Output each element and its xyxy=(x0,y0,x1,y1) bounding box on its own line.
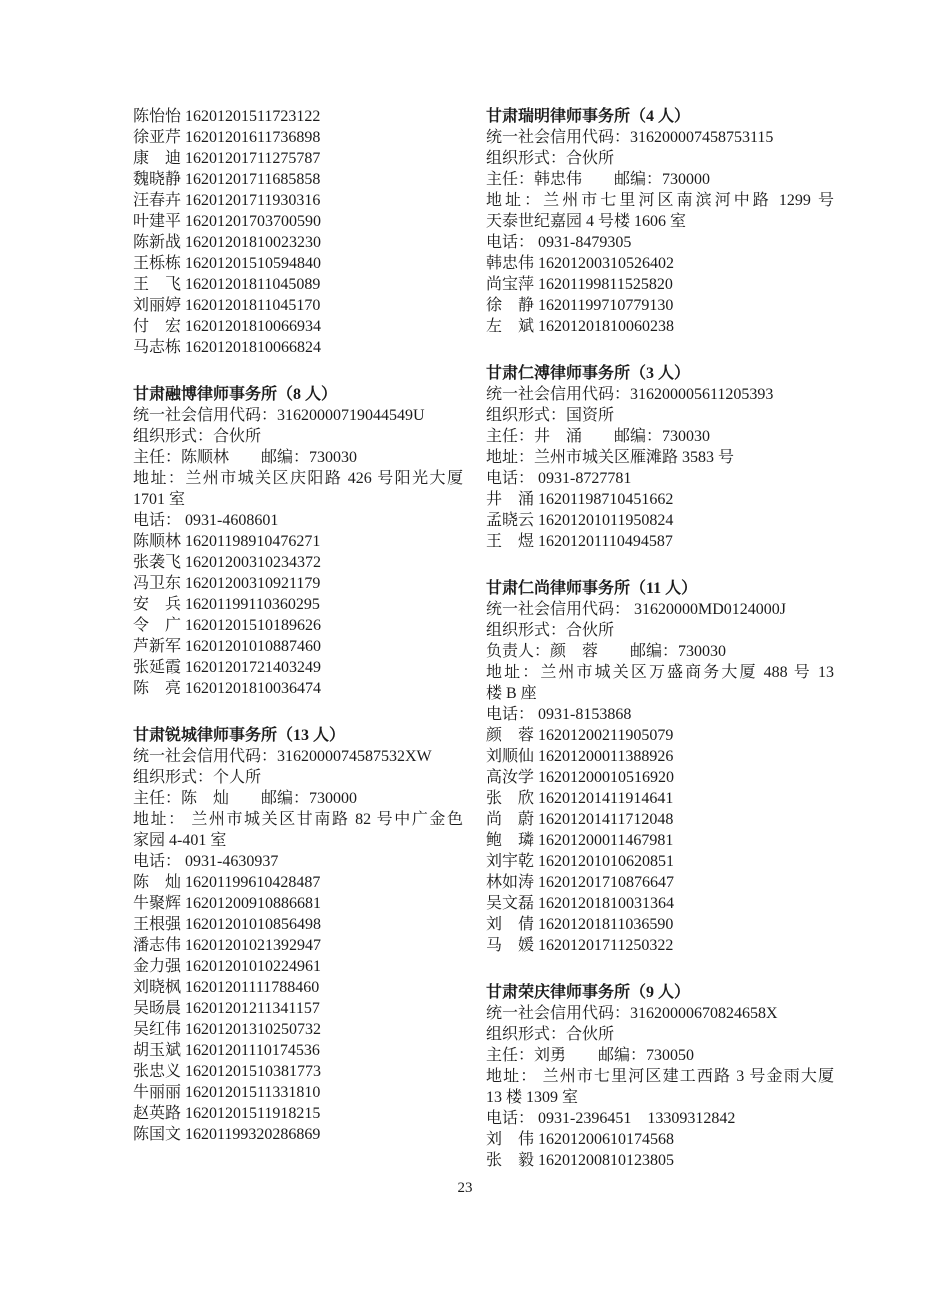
lawyer-row xyxy=(133,678,463,699)
lawyer-row xyxy=(133,211,463,232)
lawyer-row xyxy=(133,573,463,594)
firm-info-line: 主任：井 涌 邮编：730030 xyxy=(486,428,711,445)
lawyer-license-number: 16201201010620851 xyxy=(538,853,675,870)
lawyer-name: 孟晓云 xyxy=(486,512,535,529)
lawyer-license-number: 16201201110494587 xyxy=(538,533,673,550)
lawyer-row xyxy=(486,274,834,295)
lawyer-name: 颜 蓉 xyxy=(486,727,535,744)
lawyer-row xyxy=(486,809,834,830)
lawyer-row xyxy=(133,169,463,190)
lawyer-license-number: 16201199110360295 xyxy=(185,596,320,613)
lawyer-row xyxy=(133,935,463,956)
lawyer-name: 张延霞 xyxy=(133,659,182,676)
firm-info-line: 电话： 0931-4608601 xyxy=(133,512,279,529)
firm-info-line: 13 楼 1309 室 xyxy=(486,1089,579,1106)
lawyer-row xyxy=(133,552,463,573)
lawyer-row xyxy=(133,531,463,552)
firm-info-line: 地址： 兰州市七里河区建工西路 3 号金雨大厦 xyxy=(486,1068,834,1085)
firm-info-line: 统一社会信用代码：31620000670824658X xyxy=(486,1005,778,1022)
firm-info-line: 主任：陈 灿 邮编：730000 xyxy=(133,790,358,807)
lawyer-license-number: 16201201810036474 xyxy=(185,680,322,697)
lawyer-license-number: 16201201721403249 xyxy=(185,659,322,676)
lawyer-name: 刘宇乾 xyxy=(486,853,535,870)
firm-info-line: 天泰世纪嘉园 4 号楼 1606 室 xyxy=(486,213,687,230)
lawyer-row xyxy=(133,190,463,211)
lawyer-row xyxy=(133,998,463,1019)
firm-info-line: 地址：兰州市七里河区南滨河中路 1299 号 xyxy=(486,192,834,209)
lawyer-row xyxy=(486,914,834,935)
lawyer-license-number: 16201200010516920 xyxy=(538,769,675,786)
lawyer-name: 刘 伟 xyxy=(486,1131,535,1148)
firm-info-line: 组织形式：国资所 xyxy=(486,407,615,424)
page-number: 23 xyxy=(457,1180,473,1196)
firm-info-line: 组织形式：合伙所 xyxy=(486,1026,615,1043)
lawyer-row xyxy=(133,977,463,998)
lawyer-license-number: 16201201703700590 xyxy=(185,213,322,230)
lawyer-row xyxy=(486,295,834,316)
lawyer-row xyxy=(486,893,834,914)
lawyer-license-number: 16201201811045170 xyxy=(185,297,321,314)
lawyer-license-number: 16201201711685858 xyxy=(185,171,321,188)
lawyer-name: 康 迪 xyxy=(133,150,182,167)
lawyer-name: 陈怡怡 xyxy=(133,108,182,125)
lawyer-name: 徐亚芹 xyxy=(133,129,182,146)
lawyer-license-number: 16201201511331810 xyxy=(185,1084,321,1101)
lawyer-license-number: 16201201011950824 xyxy=(538,512,674,529)
lawyer-license-number: 16201200310234372 xyxy=(185,554,322,571)
firm-info-line: 统一社会信用代码：31620000719044549U xyxy=(133,407,425,424)
lawyer-name: 王根强 xyxy=(133,916,182,933)
firm-info-line: 地址： 兰州市城关区甘南路 82 号中广金色 xyxy=(133,811,463,828)
lawyer-row xyxy=(486,851,834,872)
lawyer-name: 左 斌 xyxy=(486,318,535,335)
lawyer-license-number: 16201199610428487 xyxy=(185,874,321,891)
lawyer-row xyxy=(133,232,463,253)
firm-info-line: 统一社会信用代码： 31620000MD0124000J xyxy=(486,601,787,618)
firm-section xyxy=(133,384,463,699)
lawyer-name: 陈 亮 xyxy=(133,680,182,697)
lawyer-name: 安 兵 xyxy=(133,596,182,613)
lawyer-name: 王 飞 xyxy=(133,276,182,293)
firm-section xyxy=(133,725,463,1145)
lawyer-row xyxy=(486,1129,834,1150)
right-column xyxy=(486,106,834,1171)
lawyer-name: 徐 静 xyxy=(486,297,535,314)
firm-title: 甘肃仁尚律师事务所（11 人） xyxy=(486,580,698,597)
lawyer-row xyxy=(486,531,834,552)
firm-info-line: 组织形式：合伙所 xyxy=(133,428,262,445)
lawyer-name: 马 媛 xyxy=(486,937,535,954)
lawyer-name: 林如涛 xyxy=(486,874,535,891)
lawyer-license-number: 16201199710779130 xyxy=(538,297,674,314)
firm-info-line: 地址：兰州市城关区雁滩路 3583 号 xyxy=(486,449,735,466)
firm-info-line: 组织形式：个人所 xyxy=(133,769,262,786)
lawyer-license-number: 16201198910476271 xyxy=(185,533,321,550)
lawyer-row xyxy=(133,1061,463,1082)
firm-info-line: 主任：陈顺林 邮编：730030 xyxy=(133,449,358,466)
lawyer-row xyxy=(486,767,834,788)
lawyer-row xyxy=(486,872,834,893)
firm-section xyxy=(486,982,834,1171)
lawyer-row xyxy=(133,253,463,274)
firm-title: 甘肃融博律师事务所（8 人） xyxy=(133,386,338,403)
firm-title: 甘肃瑞明律师事务所（4 人） xyxy=(486,108,691,125)
lawyer-name: 潘志伟 xyxy=(133,937,182,954)
firm-section xyxy=(486,363,834,552)
lawyer-row xyxy=(486,725,834,746)
lawyer-name: 尚宝萍 xyxy=(486,276,535,293)
lawyer-row xyxy=(133,316,463,337)
firm-info-line: 电话： 0931-8727781 xyxy=(486,470,632,487)
lawyer-name: 汪春卉 xyxy=(133,192,182,209)
firm-info-line: 电话： 0931-8153868 xyxy=(486,706,632,723)
lawyer-name: 吴旸晨 xyxy=(133,1000,182,1017)
lawyer-row xyxy=(133,615,463,636)
lawyer-name: 叶建平 xyxy=(133,213,182,230)
lawyer-license-number: 16201201111788460 xyxy=(185,979,320,996)
lawyer-row xyxy=(486,489,834,510)
lawyer-row xyxy=(133,148,463,169)
firm-title: 甘肃仁溥律师事务所（3 人） xyxy=(486,365,691,382)
lawyer-row xyxy=(486,253,834,274)
lawyer-name: 张忠义 xyxy=(133,1063,182,1080)
firm-title: 甘肃锐城律师事务所（13 人） xyxy=(133,727,346,744)
lawyer-name: 韩忠伟 xyxy=(486,255,535,272)
lawyer-license-number: 16201201310250732 xyxy=(185,1021,322,1038)
lawyer-name: 赵英路 xyxy=(133,1105,182,1122)
lawyer-license-number: 16201200011388926 xyxy=(538,748,674,765)
lawyer-license-number: 16201200011467981 xyxy=(538,832,674,849)
lawyer-row xyxy=(133,893,463,914)
lawyer-license-number: 16201200610174568 xyxy=(538,1131,675,1148)
lawyer-row xyxy=(133,1103,463,1124)
lawyer-license-number: 16201201611736898 xyxy=(185,129,321,146)
lawyer-row xyxy=(486,316,834,337)
lawyer-license-number: 16201201810060238 xyxy=(538,318,675,335)
lawyer-row xyxy=(486,1150,834,1171)
lawyer-license-number: 16201201511918215 xyxy=(185,1105,321,1122)
lawyer-name: 牛聚辉 xyxy=(133,895,182,912)
lawyer-row xyxy=(486,746,834,767)
lawyer-license-number: 16201200211905079 xyxy=(538,727,674,744)
lawyer-license-number: 16201201411712048 xyxy=(538,811,674,828)
lawyer-license-number: 16201201510189626 xyxy=(185,617,322,634)
lawyer-license-number: 16201201211341157 xyxy=(185,1000,320,1017)
lawyer-name: 张 毅 xyxy=(486,1152,535,1169)
lawyer-name: 尚 蔚 xyxy=(486,811,535,828)
lawyer-license-number: 16201200310526402 xyxy=(538,255,675,272)
lawyer-license-number: 16201201411914641 xyxy=(538,790,674,807)
lawyer-name: 牛丽丽 xyxy=(133,1084,182,1101)
firm-title: 甘肃荣庆律师事务所（9 人） xyxy=(486,984,691,1001)
lawyer-row xyxy=(133,106,463,127)
lawyer-name: 陈国文 xyxy=(133,1126,182,1143)
lawyer-license-number: 16201198710451662 xyxy=(538,491,674,508)
lawyer-license-number: 16201201510381773 xyxy=(185,1063,322,1080)
lawyer-license-number: 16201201810066824 xyxy=(185,339,322,356)
lawyer-name: 令 广 xyxy=(133,617,182,634)
lawyer-name: 张 欣 xyxy=(486,790,535,807)
lawyer-name: 刘 倩 xyxy=(486,916,535,933)
lawyer-row xyxy=(133,956,463,977)
lawyer-row xyxy=(133,657,463,678)
firm-info-line: 主任：韩忠伟 邮编：730000 xyxy=(486,171,711,188)
firm-info-line: 家园 4-401 室 xyxy=(133,832,227,849)
lawyer-name: 冯卫东 xyxy=(133,575,182,592)
lawyer-name: 金力强 xyxy=(133,958,182,975)
lawyer-row xyxy=(133,127,463,148)
lawyer-name: 王栎栋 xyxy=(133,255,182,272)
lawyer-license-number: 16201201810066934 xyxy=(185,318,322,335)
lawyer-license-number: 16201201711930316 xyxy=(185,192,321,209)
firm-info-line: 主任：刘勇 邮编：730050 xyxy=(486,1047,695,1064)
lawyer-row xyxy=(486,510,834,531)
left-column xyxy=(133,106,463,1145)
lawyer-license-number: 16201201511723122 xyxy=(185,108,321,125)
firm-info-line: 电话： 0931-2396451 13309312842 xyxy=(486,1110,736,1127)
lawyer-license-number: 16201201811045089 xyxy=(185,276,321,293)
firm-info-line: 负责人：颜 蓉 邮编：730030 xyxy=(486,643,727,660)
lawyer-row xyxy=(133,295,463,316)
lawyer-license-number: 16201201010224961 xyxy=(185,958,322,975)
lawyer-row xyxy=(133,274,463,295)
lawyer-license-number: 16201201711250322 xyxy=(538,937,674,954)
lawyer-row xyxy=(486,935,834,956)
lawyer-name: 王 煜 xyxy=(486,533,535,550)
lawyer-row xyxy=(133,914,463,935)
firm-info-line: 组织形式：合伙所 xyxy=(486,622,615,639)
lawyer-license-number: 16201201010887460 xyxy=(185,638,322,655)
lawyer-name: 付 宏 xyxy=(133,318,182,335)
lawyer-name: 鲍 璘 xyxy=(486,832,535,849)
lawyer-license-number: 16201199320286869 xyxy=(185,1126,321,1143)
firm-info-line: 统一社会信用代码：316200007458753115 xyxy=(486,129,774,146)
lawyer-name: 刘晓枫 xyxy=(133,979,182,996)
lawyer-row xyxy=(133,594,463,615)
firm-info-line: 电话： 0931-4630937 xyxy=(133,853,279,870)
lawyer-name: 魏晓静 xyxy=(133,171,182,188)
lawyer-row xyxy=(486,788,834,809)
lawyer-row xyxy=(486,830,834,851)
lawyer-license-number: 16201201510594840 xyxy=(185,255,322,272)
lawyer-license-number: 16201201021392947 xyxy=(185,937,322,954)
lawyer-row xyxy=(133,1040,463,1061)
lawyer-name: 吴文磊 xyxy=(486,895,535,912)
lawyer-row xyxy=(133,872,463,893)
lawyer-license-number: 16201201810023230 xyxy=(185,234,322,251)
firm-info-line: 电话： 0931-8479305 xyxy=(486,234,632,251)
lawyer-license-number: 16201201810031364 xyxy=(538,895,675,912)
lawyer-name: 刘顺仙 xyxy=(486,748,535,765)
lawyer-license-number: 16201200810123805 xyxy=(538,1152,675,1169)
lawyer-name: 陈新战 xyxy=(133,234,182,251)
lawyer-license-number: 16201201110174536 xyxy=(185,1042,320,1059)
lawyer-name: 刘丽婷 xyxy=(133,297,182,314)
firm-info-line: 组织形式：合伙所 xyxy=(486,150,615,167)
firm-section xyxy=(486,578,834,956)
lawyer-row xyxy=(133,1019,463,1040)
lawyer-license-number: 16201201711275787 xyxy=(185,150,321,167)
lawyer-name: 胡玉斌 xyxy=(133,1042,182,1059)
lawyer-name: 芦新军 xyxy=(133,638,182,655)
lawyer-row xyxy=(133,337,463,358)
firm-info-line: 楼 B 座 xyxy=(486,685,537,702)
lawyer-row xyxy=(133,1082,463,1103)
firm-info-line: 地址：兰州市城关区万盛商务大厦 488 号 13 xyxy=(486,664,834,681)
lawyer-name: 张袭飞 xyxy=(133,554,182,571)
lawyer-license-number: 16201201710876647 xyxy=(538,874,675,891)
lawyer-row xyxy=(133,1124,463,1145)
lawyer-name: 陈顺林 xyxy=(133,533,182,550)
lawyer-row xyxy=(133,636,463,657)
lawyer-license-number: 16201201811036590 xyxy=(538,916,674,933)
lawyer-name: 高汝学 xyxy=(486,769,535,786)
firm-info-line: 统一社会信用代码：316200005611205393 xyxy=(486,386,774,403)
firm-info-line: 地址：兰州市城关区庆阳路 426 号阳光大厦 xyxy=(133,470,463,487)
lawyer-license-number: 16201201010856498 xyxy=(185,916,322,933)
lawyer-name: 吴红伟 xyxy=(133,1021,182,1038)
lawyer-list xyxy=(133,106,463,358)
firm-section xyxy=(486,106,834,337)
lawyer-name: 马志栋 xyxy=(133,339,182,356)
firm-info-line: 统一社会信用代码：3162000074587532XW xyxy=(133,748,432,765)
lawyer-name: 陈 灿 xyxy=(133,874,182,891)
firm-info-line: 1701 室 xyxy=(133,491,186,508)
lawyer-license-number: 16201199811525820 xyxy=(538,276,673,293)
lawyer-license-number: 16201200910886681 xyxy=(185,895,322,912)
lawyer-name: 井 涌 xyxy=(486,491,535,508)
lawyer-license-number: 16201200310921179 xyxy=(185,575,321,592)
